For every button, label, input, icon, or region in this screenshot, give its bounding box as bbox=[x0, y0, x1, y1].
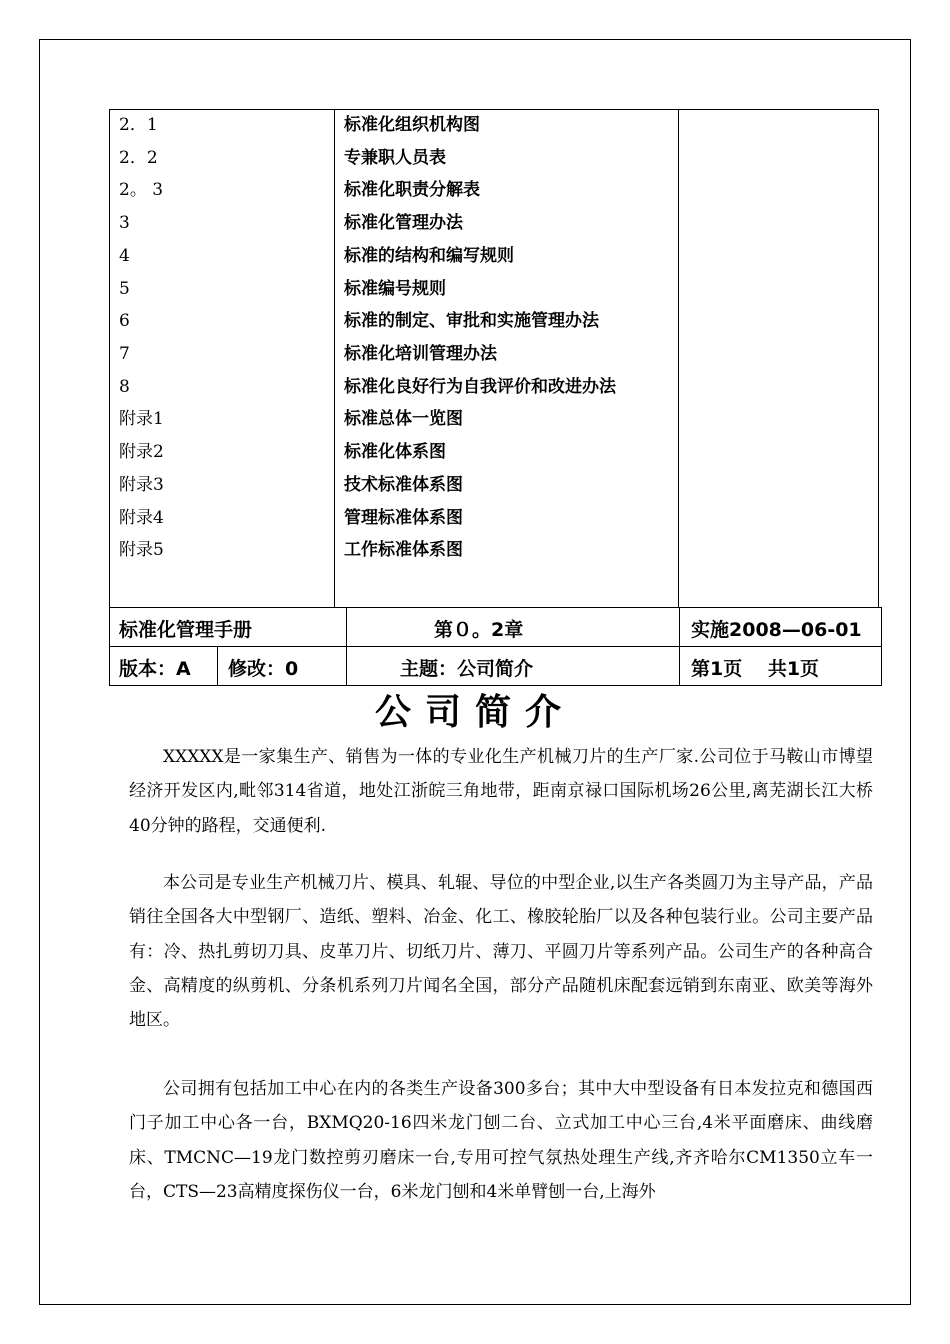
cell-divider bbox=[217, 646, 218, 685]
toc-title: 标准化培训管理办法 bbox=[344, 344, 497, 364]
toc-row bbox=[110, 374, 878, 407]
toc-number: 附录5 bbox=[119, 540, 164, 560]
cell-divider bbox=[346, 608, 347, 646]
page-title: 公司简介 bbox=[374, 692, 575, 733]
document-header-table bbox=[109, 607, 882, 686]
toc-row bbox=[110, 243, 878, 276]
contents-table bbox=[109, 109, 879, 607]
toc-number: 2。 3 bbox=[119, 180, 164, 200]
intro-paragraph: XXXXX是一家集生产、销售为一体的专业化生产机械刀片的生产厂家.公司位于马鞍山市博望经济开发区内,毗邻314省道，地处江浙皖三角地带，距南京禄口国际机场26公里,离芜湖长江大桥40分钟的路程，交通便利. bbox=[129, 747, 873, 836]
toc-number: 2．2 bbox=[119, 148, 158, 168]
toc-title: 标准化良好行为自我评价和改进办法 bbox=[344, 377, 616, 397]
toc-number: 5 bbox=[119, 279, 130, 299]
toc-title: 工作标准体系图 bbox=[344, 540, 463, 560]
toc-row bbox=[110, 145, 878, 178]
cell-divider bbox=[679, 608, 680, 685]
toc-row bbox=[110, 505, 878, 538]
toc-number: 3 bbox=[119, 213, 130, 233]
toc-number: 附录4 bbox=[119, 508, 164, 528]
toc-number: 附录2 bbox=[119, 442, 164, 462]
products-paragraph: 本公司是专业生产机械刀片、模具、轧辊、导位的中型企业,以生产各类圆刀为主导产品，产品销往全国各大中型钢厂、造纸、塑料、冶金、化工、橡胶轮胎厂以及各种包装行业。公司主要产品有：冷、热扎剪切刀具、皮革刀片、切纸刀片、薄刀、平圆刀片等系列产品。公司生产的各种高合金、高精度的纵剪机、分条机系列刀片闻名全国，部分产品随机床配套远销到东南亚、欧美等海外地区。 bbox=[129, 873, 873, 1031]
toc-number: 附录3 bbox=[119, 475, 164, 495]
toc-title: 标准化管理办法 bbox=[344, 213, 463, 233]
toc-row bbox=[110, 406, 878, 439]
toc-row bbox=[110, 177, 878, 210]
cell-divider bbox=[346, 646, 347, 685]
toc-number: 附录1 bbox=[119, 409, 164, 429]
toc-title: 标准化职责分解表 bbox=[344, 180, 480, 200]
toc-title: 标准编号规则 bbox=[344, 279, 446, 299]
toc-title: 标准的结构和编写规则 bbox=[344, 246, 514, 266]
toc-number: 8 bbox=[119, 377, 130, 397]
version-label: 版本：A bbox=[119, 658, 191, 680]
manual-name: 标准化管理手册 bbox=[119, 619, 253, 641]
page-count: 第1页 共1页 bbox=[691, 658, 820, 680]
toc-number: 6 bbox=[119, 311, 130, 331]
toc-row bbox=[110, 439, 878, 472]
toc-title: 标准的制定、审批和实施管理办法 bbox=[344, 311, 599, 331]
chapter-number: 第０。2章 bbox=[434, 619, 524, 641]
toc-row bbox=[110, 112, 878, 145]
toc-row bbox=[110, 210, 878, 243]
toc-row bbox=[110, 341, 878, 374]
toc-number: 7 bbox=[119, 344, 130, 364]
toc-row bbox=[110, 276, 878, 309]
revision-label: 修改：0 bbox=[228, 658, 299, 680]
subject-label: 主题：公司简介 bbox=[400, 658, 534, 680]
toc-title: 标准化组织机构图 bbox=[344, 115, 480, 135]
toc-title: 技术标准体系图 bbox=[344, 475, 463, 495]
toc-title: 管理标准体系图 bbox=[344, 508, 463, 528]
toc-row bbox=[110, 472, 878, 505]
toc-number: 4 bbox=[119, 246, 130, 266]
toc-title: 标准化体系图 bbox=[344, 442, 446, 462]
effective-date: 实施2008—06-01 bbox=[691, 619, 862, 641]
toc-row bbox=[110, 308, 878, 341]
toc-number: 2．1 bbox=[119, 115, 158, 135]
equipment-paragraph: 公司拥有包括加工中心在内的各类生产设备300多台；其中大中型设备有日本发拉克和德国西门子加工中心各一台，BXMQ20-16四米龙门刨二台、立式加工中心三台,4米平面磨床、曲线磨床、TMCNC—19龙门数控剪刃磨床一台,专用可控气氛热处理生产线,齐齐哈尔CM1350立车一台，CTS—23高精度探伤仪一台，6米龙门刨和4米单臂刨一台,上海外 bbox=[129, 1079, 873, 1202]
toc-title: 专兼职人员表 bbox=[344, 148, 446, 168]
toc-row bbox=[110, 537, 878, 570]
toc-title: 标准总体一览图 bbox=[344, 409, 463, 429]
